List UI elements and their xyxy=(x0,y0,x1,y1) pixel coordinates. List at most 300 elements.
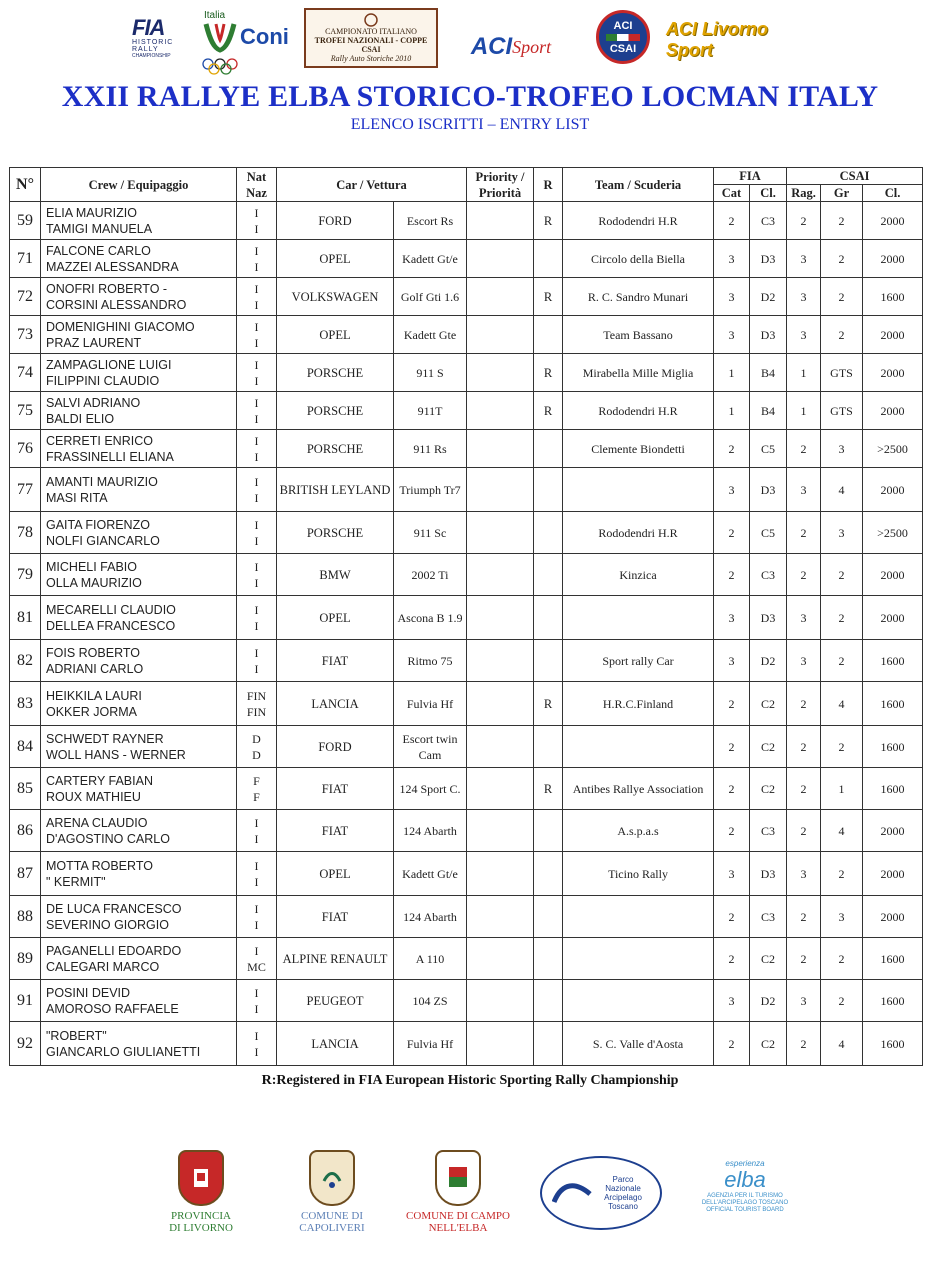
csai-class: 1600 xyxy=(863,640,923,682)
livorno-sport-wordmark: ACI Livorno Sport xyxy=(666,19,768,60)
csai-raggruppamento: 3 xyxy=(787,278,821,316)
registered-flag: R xyxy=(534,202,563,240)
campionato-line: Rally Auto Storiche 2010 xyxy=(330,54,412,63)
entry-number: 84 xyxy=(10,726,41,768)
car-model: Kadett Gt/e xyxy=(394,240,467,278)
crew-member: AMOROSO RAFFAELE xyxy=(46,1001,179,1016)
aci-sport-logo xyxy=(452,30,570,64)
capoliveri-crest-icon xyxy=(309,1150,355,1206)
car-make: FIAT xyxy=(277,640,394,682)
nationality: I xyxy=(254,411,259,426)
registered-flag: R xyxy=(534,392,563,430)
entry-number: 81 xyxy=(10,596,41,640)
crew-member: MAZZEI ALESSANDRA xyxy=(46,259,179,274)
car-model: 124 Sport C. xyxy=(394,768,467,810)
priority-cell xyxy=(467,1022,534,1066)
csai-raggruppamento: 2 xyxy=(787,430,821,468)
csai-raggruppamento: 2 xyxy=(787,202,821,240)
nationality: F xyxy=(253,789,260,804)
nationality: D xyxy=(252,731,261,746)
fia-class: C2 xyxy=(750,768,787,810)
entry-number: 59 xyxy=(10,202,41,240)
footnote: R:Registered in FIA European Historic Sporting Rally Championship xyxy=(261,1073,679,1088)
crew-member: BALDI ELIO xyxy=(46,411,115,426)
aci-sport-aci: ACI xyxy=(470,33,513,60)
registered-flag xyxy=(534,1022,563,1066)
crew-member: FOIS ROBERTO xyxy=(46,645,141,660)
csai-class: 1600 xyxy=(863,682,923,726)
header-priority: Priority / Priorità xyxy=(467,168,534,202)
priority-cell xyxy=(467,980,534,1022)
aci-csai-top: ACI xyxy=(613,19,633,32)
crew-member: PRAZ LAURENT xyxy=(46,335,142,350)
car-make: FIAT xyxy=(277,768,394,810)
nationality: I xyxy=(254,297,259,312)
csai-raggruppamento: 3 xyxy=(787,240,821,278)
priority-cell xyxy=(467,596,534,640)
nationality-cell xyxy=(237,726,277,768)
nationality: I xyxy=(254,901,259,916)
coni-italia-text: Italia xyxy=(204,10,226,21)
csai-group: 4 xyxy=(821,682,863,726)
team-cell: H.R.C.Finland xyxy=(563,682,714,726)
nationality-cell xyxy=(237,392,277,430)
csai-group: 2 xyxy=(821,316,863,354)
parco-line: Toscano xyxy=(608,1202,638,1211)
nationality: I xyxy=(254,335,259,350)
car-make: LANCIA xyxy=(277,1022,394,1066)
entry-number: 71 xyxy=(10,240,41,278)
crew-member: HEIKKILA LAURI xyxy=(46,688,142,703)
priority-cell xyxy=(467,640,534,682)
car-model: Ascona B 1.9 xyxy=(394,596,467,640)
fia-class: D3 xyxy=(750,316,787,354)
nationality-cell xyxy=(237,554,277,596)
nationality: I xyxy=(254,1044,259,1059)
elba-top: esperienza xyxy=(725,1159,765,1168)
csai-class: 2000 xyxy=(863,810,923,852)
fia-class: C3 xyxy=(750,896,787,938)
team-cell xyxy=(563,896,714,938)
car-make: VOLKSWAGEN xyxy=(277,278,394,316)
fia-class: C2 xyxy=(750,938,787,980)
car-make: FIAT xyxy=(277,896,394,938)
sponsor-caption: NELL'ELBA xyxy=(428,1222,488,1234)
csai-raggruppamento: 2 xyxy=(787,768,821,810)
sponsor-caption: PROVINCIA xyxy=(171,1210,231,1222)
campo-crest-icon xyxy=(435,1150,481,1206)
fia-category: 3 xyxy=(714,596,750,640)
car-make: PORSCHE xyxy=(277,354,394,392)
parco-line: Arcipelago xyxy=(604,1193,642,1202)
registered-flag xyxy=(534,938,563,980)
crew-member: NOLFI GIANCARLO xyxy=(46,533,160,548)
priority-cell xyxy=(467,852,534,896)
fia-class: D3 xyxy=(750,852,787,896)
crew-member: AMANTI MAURIZIO xyxy=(46,474,158,489)
italia-coni-logo xyxy=(198,10,290,68)
crew-member: MOTTA ROBERTO xyxy=(46,858,153,873)
car-model: 2002 Ti xyxy=(394,554,467,596)
csai-raggruppamento: 3 xyxy=(787,640,821,682)
nationality: I xyxy=(254,645,259,660)
fia-class: B4 xyxy=(750,392,787,430)
csai-raggruppamento: 2 xyxy=(787,726,821,768)
crew-cell xyxy=(41,354,237,392)
nationality: I xyxy=(254,533,259,548)
team-cell: Rododendri H.R xyxy=(563,512,714,554)
fia-logo-line: CHAMPIONSHIP xyxy=(132,52,171,59)
car-model: Fulvia Hf xyxy=(394,682,467,726)
csai-raggruppamento: 3 xyxy=(787,468,821,512)
csai-class: >2500 xyxy=(863,430,923,468)
csai-class: 1600 xyxy=(863,1022,923,1066)
crew-member: "ROBERT" xyxy=(46,1028,107,1043)
nationality: FIN xyxy=(246,704,267,719)
csai-class: 2000 xyxy=(863,316,923,354)
wave-icon xyxy=(552,1178,592,1208)
parco-arcipelago-logo xyxy=(540,1156,662,1230)
entry-number: 79 xyxy=(10,554,41,596)
crew-cell xyxy=(41,980,237,1022)
crew-cell xyxy=(41,596,237,640)
registered-flag xyxy=(534,430,563,468)
crew-member: ADRIANI CARLO xyxy=(46,661,144,676)
header-no: N° xyxy=(10,168,41,202)
car-model: 124 Abarth xyxy=(394,896,467,938)
car-make: FIAT xyxy=(277,810,394,852)
fia-historic-logo xyxy=(132,12,188,64)
nationality: I xyxy=(254,858,259,873)
header-csai: CSAI xyxy=(787,168,923,185)
entry-number: 74 xyxy=(10,354,41,392)
header-crew: Crew / Equipaggio xyxy=(41,168,237,202)
elba-line: OFFICIAL TOURIST BOARD xyxy=(706,1207,784,1213)
car-make: LANCIA xyxy=(277,682,394,726)
team-cell: S. C. Valle d'Aosta xyxy=(563,1022,714,1066)
priority-cell xyxy=(467,512,534,554)
fia-category: 2 xyxy=(714,682,750,726)
crew-member: FRASSINELLI ELIANA xyxy=(46,449,174,464)
table-row xyxy=(10,852,923,896)
nationality: I xyxy=(254,874,259,889)
nationality: I xyxy=(254,917,259,932)
nationality: I xyxy=(254,221,259,236)
team-cell: Ticino Rally xyxy=(563,852,714,896)
fia-category: 2 xyxy=(714,810,750,852)
nationality-cell xyxy=(237,354,277,392)
entry-list-table xyxy=(9,167,923,1066)
car-model: Escort Rs xyxy=(394,202,467,240)
car-make: FORD xyxy=(277,726,394,768)
priority-cell xyxy=(467,768,534,810)
csai-raggruppamento: 1 xyxy=(787,392,821,430)
car-model: 911 S xyxy=(394,354,467,392)
sponsor-caption: DI LIVORNO xyxy=(169,1222,233,1234)
registered-flag xyxy=(534,810,563,852)
csai-group: 2 xyxy=(821,726,863,768)
nationality: I xyxy=(254,474,259,489)
entry-number: 77 xyxy=(10,468,41,512)
csai-class: 1600 xyxy=(863,980,923,1022)
car-make: PORSCHE xyxy=(277,392,394,430)
team-cell: Team Bassano xyxy=(563,316,714,354)
csai-raggruppamento: 2 xyxy=(787,512,821,554)
csai-class: 2000 xyxy=(863,896,923,938)
fia-class: C5 xyxy=(750,512,787,554)
csai-group: 4 xyxy=(821,468,863,512)
fia-category: 2 xyxy=(714,430,750,468)
table-row xyxy=(10,354,923,392)
table-row xyxy=(10,554,923,596)
page-subtitle: ELENCO ISCRITTI – ENTRY LIST xyxy=(350,116,590,133)
fia-logo-line: RALLY xyxy=(132,45,159,53)
csai-group: 3 xyxy=(821,896,863,938)
entry-number: 75 xyxy=(10,392,41,430)
fia-class: C3 xyxy=(750,810,787,852)
entry-number: 86 xyxy=(10,810,41,852)
tricolor-icon xyxy=(606,34,640,41)
crew-member: TAMIGI MANUELA xyxy=(46,221,153,236)
registered-flag: R xyxy=(534,354,563,392)
csai-group: 4 xyxy=(821,810,863,852)
crew-member: ONOFRI ROBERTO - xyxy=(46,281,168,296)
csai-group: 4 xyxy=(821,1022,863,1066)
nationality: I xyxy=(254,1028,259,1043)
nationality: I xyxy=(254,243,259,258)
car-model: 911 Sc xyxy=(394,512,467,554)
fia-category: 2 xyxy=(714,512,750,554)
entry-number: 78 xyxy=(10,512,41,554)
olympic-rings-icon xyxy=(200,20,240,78)
crew-cell xyxy=(41,430,237,468)
team-cell: Kinzica xyxy=(563,554,714,596)
csai-group: 2 xyxy=(821,554,863,596)
crew-member: GAITA FIORENZO xyxy=(46,517,150,532)
aci-csai-bottom: CSAI xyxy=(609,42,637,55)
team-cell xyxy=(563,468,714,512)
nationality: I xyxy=(254,433,259,448)
nationality: I xyxy=(254,985,259,1000)
csai-raggruppamento: 3 xyxy=(787,852,821,896)
crew-member: CALEGARI MARCO xyxy=(46,959,160,974)
csai-group: 2 xyxy=(821,240,863,278)
table-row xyxy=(10,896,923,938)
csai-group: 3 xyxy=(821,430,863,468)
fia-class: C5 xyxy=(750,430,787,468)
csai-group: 1 xyxy=(821,768,863,810)
csai-group: 2 xyxy=(821,596,863,640)
car-model: 911 Rs xyxy=(394,430,467,468)
team-cell xyxy=(563,980,714,1022)
registered-flag xyxy=(534,726,563,768)
elba-tourism-logo xyxy=(686,1160,804,1230)
nationality: FIN xyxy=(246,688,267,703)
car-model: Ritmo 75 xyxy=(394,640,467,682)
parco-line: Parco xyxy=(612,1175,634,1184)
crew-cell xyxy=(41,278,237,316)
registered-flag xyxy=(534,240,563,278)
team-cell: Clemente Biondetti xyxy=(563,430,714,468)
team-cell: Rododendri H.R xyxy=(563,202,714,240)
priority-cell xyxy=(467,938,534,980)
crew-cell xyxy=(41,316,237,354)
fia-category: 3 xyxy=(714,468,750,512)
car-model: 104 ZS xyxy=(394,980,467,1022)
csai-class: 1600 xyxy=(863,278,923,316)
fia-category: 3 xyxy=(714,640,750,682)
fia-category: 3 xyxy=(714,278,750,316)
nationality-cell xyxy=(237,596,277,640)
sponsor-caption: COMUNE DI CAMPO xyxy=(406,1210,510,1222)
crew-member: WOLL HANS - WERNER xyxy=(46,747,186,762)
registered-flag xyxy=(534,468,563,512)
page-title: XXII RALLYE ELBA STORICO-TROFEO LOCMAN ITALY xyxy=(61,80,879,113)
table-row xyxy=(10,392,923,430)
comune-capoliveri-logo xyxy=(296,1150,368,1234)
header-r: R xyxy=(534,168,563,202)
registered-flag xyxy=(534,640,563,682)
header-car: Car / Vettura xyxy=(277,168,467,202)
nationality: I xyxy=(254,575,259,590)
crew-member: GIANCARLO GIULIANETTI xyxy=(46,1044,201,1059)
csai-raggruppamento: 2 xyxy=(787,810,821,852)
registered-flag xyxy=(534,596,563,640)
crew-cell xyxy=(41,512,237,554)
fia-class: B4 xyxy=(750,354,787,392)
entry-number: 87 xyxy=(10,852,41,896)
nationality-cell xyxy=(237,468,277,512)
table-row xyxy=(10,1022,923,1066)
nationality: I xyxy=(254,281,259,296)
csai-class: 2000 xyxy=(863,596,923,640)
team-cell xyxy=(563,596,714,640)
nationality: I xyxy=(254,490,259,505)
car-model: Fulvia Hf xyxy=(394,1022,467,1066)
priority-cell xyxy=(467,726,534,768)
registered-flag xyxy=(534,896,563,938)
nationality-cell xyxy=(237,278,277,316)
fia-logo-line: HISTORIC xyxy=(132,38,174,46)
table-row xyxy=(10,810,923,852)
nationality-cell xyxy=(237,852,277,896)
car-model: A 110 xyxy=(394,938,467,980)
crew-member: SEVERINO GIORGIO xyxy=(46,917,169,932)
registered-flag xyxy=(534,316,563,354)
nationality: I xyxy=(254,831,259,846)
nationality-cell xyxy=(237,316,277,354)
crew-cell xyxy=(41,392,237,430)
team-cell: R. C. Sandro Munari xyxy=(563,278,714,316)
parco-line: Nazionale xyxy=(605,1184,641,1193)
crew-member: D'AGOSTINO CARLO xyxy=(46,831,170,846)
csai-class: 2000 xyxy=(863,554,923,596)
car-make: OPEL xyxy=(277,240,394,278)
csai-class: >2500 xyxy=(863,512,923,554)
car-make: BRITISH LEYLAND xyxy=(277,468,394,512)
elba-line: DELL'ARCIPELAGO TOSCANO xyxy=(701,1200,789,1206)
crew-member: DOMENIGHINI GIACOMO xyxy=(46,319,195,334)
fia-category: 2 xyxy=(714,554,750,596)
entry-number: 88 xyxy=(10,896,41,938)
car-make: BMW xyxy=(277,554,394,596)
fia-category: 1 xyxy=(714,392,750,430)
csai-raggruppamento: 3 xyxy=(787,316,821,354)
team-cell: Antibes Rallye Association xyxy=(563,768,714,810)
registered-flag xyxy=(534,980,563,1022)
fia-class: D3 xyxy=(750,596,787,640)
table-row xyxy=(10,768,923,810)
crew-member: ROUX MATHIEU xyxy=(46,789,141,804)
fia-class: C2 xyxy=(750,682,787,726)
nationality: I xyxy=(254,259,259,274)
priority-cell xyxy=(467,468,534,512)
csai-raggruppamento: 3 xyxy=(787,980,821,1022)
csai-class: 1600 xyxy=(863,768,923,810)
fia-class: D2 xyxy=(750,980,787,1022)
fia-class: C2 xyxy=(750,726,787,768)
nationality: I xyxy=(254,395,259,410)
fia-class: D2 xyxy=(750,640,787,682)
entry-number: 72 xyxy=(10,278,41,316)
nationality: I xyxy=(254,205,259,220)
crew-member: CERRETI ENRICO xyxy=(46,433,153,448)
fia-category: 2 xyxy=(714,896,750,938)
priority-cell xyxy=(467,430,534,468)
table-row xyxy=(10,316,923,354)
team-cell: Circolo della Biella xyxy=(563,240,714,278)
priority-cell xyxy=(467,392,534,430)
nationality: I xyxy=(254,357,259,372)
table-row xyxy=(10,512,923,554)
nationality: I xyxy=(254,559,259,574)
nationality-cell xyxy=(237,896,277,938)
elba-wordmark: elba xyxy=(724,1167,766,1192)
table-row xyxy=(10,938,923,980)
crew-member: ARENA CLAUDIO xyxy=(46,815,148,830)
aci-livorno-sport-logo xyxy=(666,20,804,60)
nationality: I xyxy=(254,661,259,676)
car-make: OPEL xyxy=(277,596,394,640)
priority-cell xyxy=(467,896,534,938)
fia-category: 3 xyxy=(714,316,750,354)
nationality: I xyxy=(254,373,259,388)
table-row xyxy=(10,278,923,316)
fia-logo-mark: FIA xyxy=(132,14,165,40)
csai-raggruppamento: 2 xyxy=(787,938,821,980)
nationality-cell xyxy=(237,640,277,682)
nationality-cell xyxy=(237,768,277,810)
livorno-crest-icon xyxy=(178,1150,224,1206)
nationality: I xyxy=(254,602,259,617)
crew-member: PAGANELLI EDOARDO xyxy=(46,943,182,958)
header-fia-cat: Cat xyxy=(714,185,750,202)
csai-raggruppamento: 2 xyxy=(787,554,821,596)
csai-raggruppamento: 2 xyxy=(787,896,821,938)
entry-number: 89 xyxy=(10,938,41,980)
registered-flag: R xyxy=(534,278,563,316)
fia-category: 3 xyxy=(714,852,750,896)
crew-member: MASI RITA xyxy=(46,490,108,505)
table-row xyxy=(10,202,923,240)
crew-cell xyxy=(41,938,237,980)
crew-member: POSINI DEVID xyxy=(46,985,131,1000)
crew-cell xyxy=(41,682,237,726)
csai-group: 2 xyxy=(821,980,863,1022)
registered-flag: R xyxy=(534,768,563,810)
table-row xyxy=(10,980,923,1022)
crew-cell xyxy=(41,240,237,278)
